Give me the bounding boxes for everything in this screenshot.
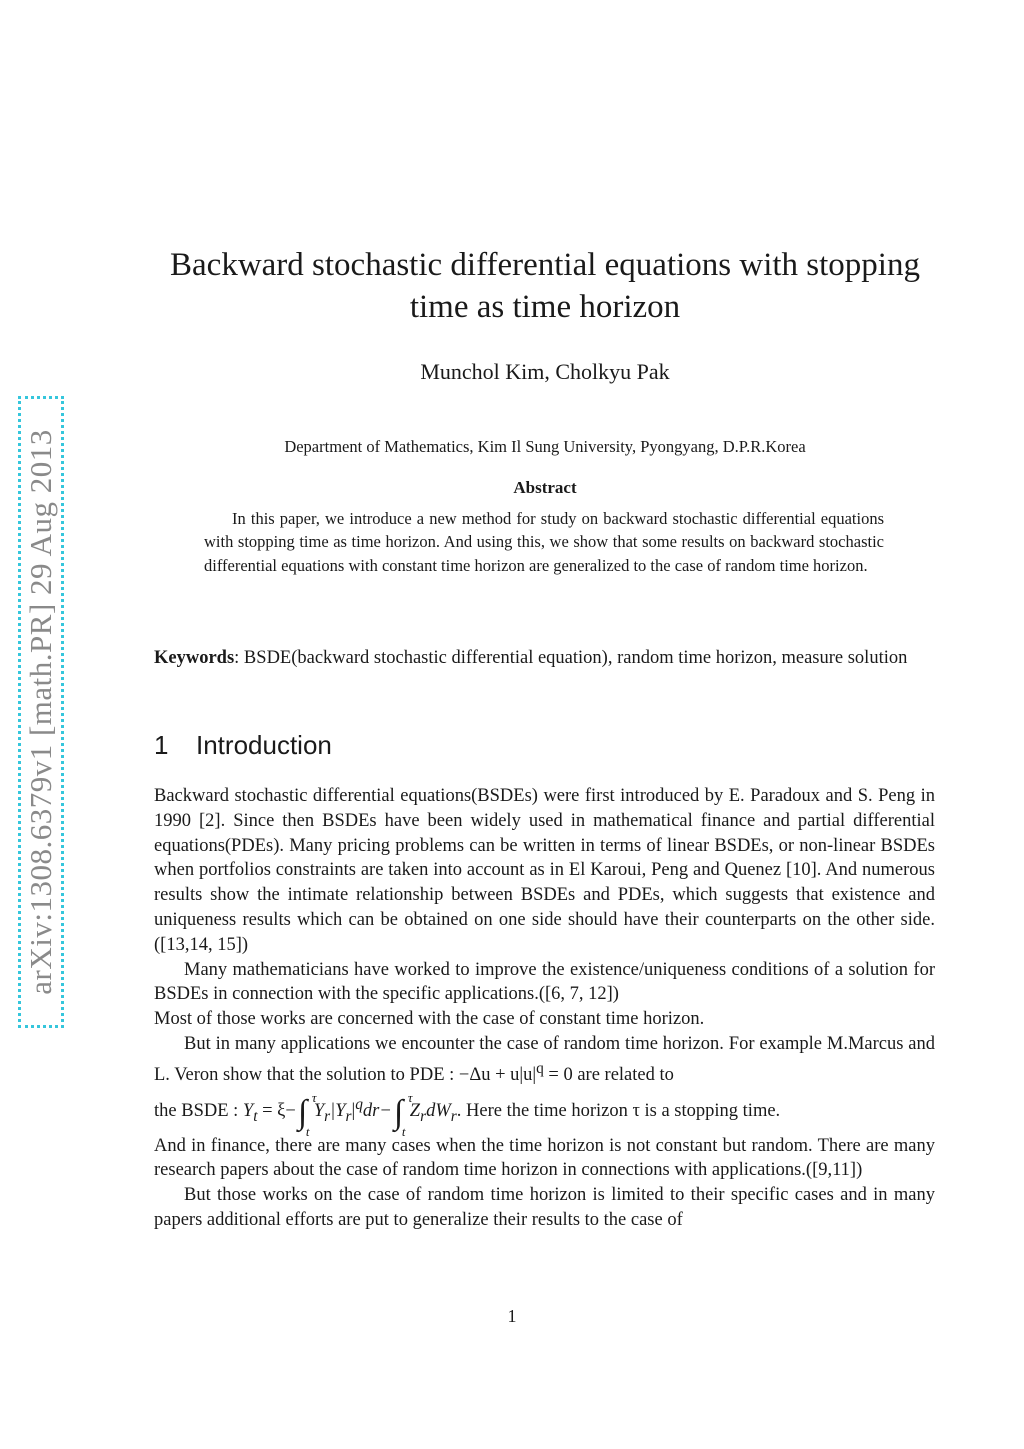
paragraph-4-continued: And in finance, there are many cases when the time horizon is not constant but random. There are many research papers about the case of random time horizon in connections with applications.([9,11]) <box>154 1135 935 1181</box>
introduction-body <box>154 784 935 1233</box>
keywords-text: : BSDE(backward stochastic differential equation), random time horizon, measure solution <box>234 648 908 668</box>
paragraph-4: But in many applications we encounter the case of random time horizon. For example M.Marcus and L. Veron show that the solution to PDE : $-\Delta u + u|u|^q = 0$ are related to <box>154 1033 935 1085</box>
keywords-label: Keywords <box>154 648 235 668</box>
section-number: 1 <box>154 730 169 760</box>
paper-title: Backward stochastic differential equations with stopping time as time horizon <box>170 247 920 325</box>
abstract-heading: Abstract <box>513 478 577 497</box>
arxiv-identifier-stamp <box>18 396 64 1028</box>
arxiv-identifier-text: arXiv:1308.6379v1 [math.PR] 29 Aug 2013 <box>23 429 58 995</box>
paragraph-5: But those works on the case of random time horizon is limited to their specific cases and in many papers additional efforts are put to generalize their results to the case of <box>154 1185 935 1230</box>
author-affiliation: Department of Mathematics, Kim Il Sung University, Pyongyang, D.P.R.Korea <box>284 437 806 456</box>
keywords-block <box>154 646 935 671</box>
section-heading <box>154 730 332 761</box>
abstract-text: In this paper, we introduce a new method for study on backward stochastic differential equations with stopping time as time horizon. And using this, we show that some results on backward stochastic differential equations with constant time horizon are generalized to the case of random time horizon. <box>204 509 884 575</box>
paragraph-3: Most of those works are concerned with the case of constant time horizon. <box>154 1009 705 1030</box>
abstract-body <box>204 507 884 577</box>
page-number: 1 <box>507 1306 517 1326</box>
paragraph-1: Backward stochastic differential equations(BSDEs) were first introduced by E. Paradoux and S. Peng in 1990 [2]. Since then BSDEs have been widely used in mathematical finance and partial differential equations(PDEs). Many pricing problems can be written in terms of linear BSDEs, or non-linear BSDEs when portfolios constraints are taken into account as in El Karoui, Peng and Quenez [10]. And numerous results show the intimate relationship between BSDEs and PDEs, which suggests that existence and uniqueness results which can be obtained on one side should have their counterparts on the other side.([13,14, 15]) <box>154 786 935 955</box>
integral-sign: ∫ τ t <box>297 1089 317 1139</box>
bsde-equation-line: the BSDE : $Y_t = \xi-\int$ τ t $Y_r|Y_r|^qdr-\int$ τ t $Z_rdW_r$. Here the time horizon τ is a stopping time. <box>154 1089 781 1139</box>
paragraph-2: Many mathematicians have worked to improve the existence/uniqueness conditions of a solution for BSDEs in connection with the specific applications.([6, 7, 12]) <box>154 959 935 1005</box>
paper-authors: Munchol Kim, Cholkyu Pak <box>420 359 670 384</box>
section-title: Introduction <box>196 730 332 760</box>
integral-sign: ∫ τ t <box>393 1089 413 1139</box>
